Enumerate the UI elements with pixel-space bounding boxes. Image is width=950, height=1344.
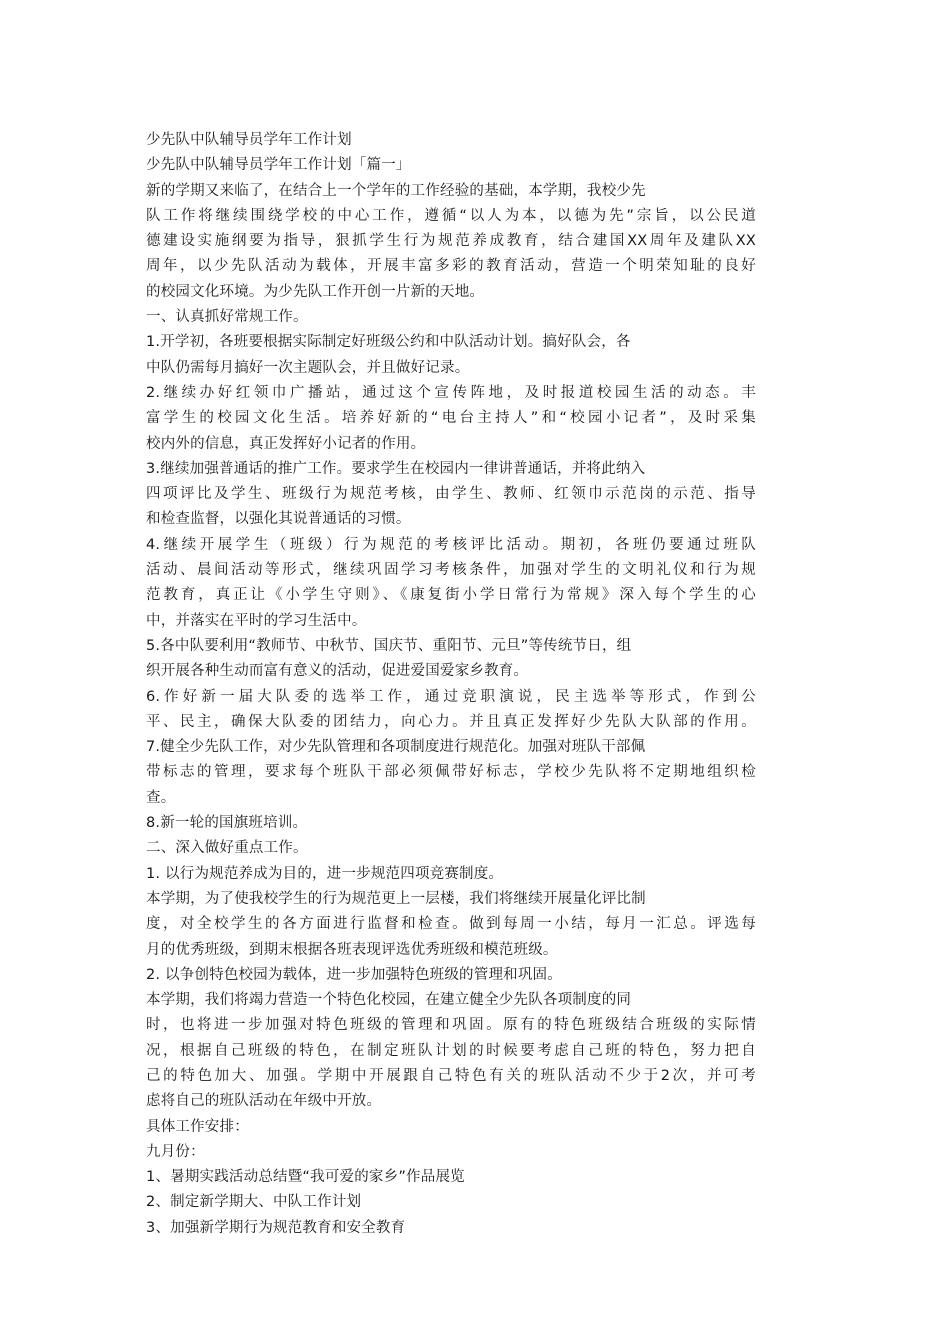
paragraph-line: 2.继续办好红领巾广播站，通过这个宣传阵地，及时报道校园生活的动态。丰 [146, 384, 756, 401]
paragraph-line: 7.健全少先队工作，对少先队管理和各项制度进行规范化。加强对班队干部佩 [146, 739, 646, 756]
paragraph-line: 查。 [146, 789, 176, 806]
paragraph-line: 5.各中队要利用“教师节、中秋节、国庆节、重阳节、元旦”等传统节日，组 [146, 637, 632, 654]
paragraph-line: 和检查监督，以强化其说普通话的习惯。 [146, 511, 411, 528]
paragraph-line: 具体工作安排： [146, 1118, 249, 1135]
document-title: 少先队中队辅导员学年工作计划 [146, 132, 352, 148]
paragraph-line: 3、加强新学期行为规范教育和安全教育 [146, 1219, 406, 1236]
section-heading: 一、认真抓好常规工作。 [146, 309, 308, 326]
document-body [146, 128, 756, 1241]
paragraph-line: 的校园文化环境。为少先队工作开创一片新的天地。 [146, 283, 485, 300]
paragraph-line: 6.作好新一届大队委的选举工作，通过竞职演说，民主选举等形式，作到公 [146, 688, 756, 705]
paragraph-line: 虑将自己的班队活动在年级中开放。 [146, 1093, 382, 1110]
paragraph-line: 新的学期又来临了，在结合上一个学年的工作经验的基础，本学期，我校少先 [146, 182, 646, 199]
paragraph-line: 平、民主，确保大队委的团结力，向心力。并且真正发挥好少先队大队部的作用。 [146, 713, 756, 730]
paragraph-line: 己的特色加大、加强。学期中开展跟自己特色有关的班队活动不少于2次，并可考 [146, 1067, 756, 1084]
paragraph-line: 2、制定新学期大、中队工作计划 [146, 1194, 362, 1211]
paragraph-line: 中队仍需每月搞好一次主题队会，并且做好记录。 [146, 359, 470, 376]
paragraph-line: 范教育，真正让《小学生守则》、《康复街小学日常行为常规》深入每个学生的心 [146, 587, 756, 604]
document-subtitle: 少先队中队辅导员学年工作计划「篇一」 [146, 157, 411, 174]
paragraph-line: 四项评比及学生、班级行为规范考核，由学生、教师、红领巾示范岗的示范、指导 [146, 486, 756, 503]
paragraph-line: 月的优秀班级，到期末根据各班表现评选优秀班级和模范班级。 [146, 941, 558, 958]
paragraph-line: 队工作将继续围绕学校的中心工作，遵循“以人为本，以德为先”宗旨，以公民道 [146, 207, 756, 224]
paragraph-line: 2. 以争创特色校园为载体，进一步加强特色班级的管理和巩固。 [146, 966, 562, 983]
paragraph-line: 本学期，为了使我校学生的行为规范更上一层楼，我们将继续开展量化评比制 [146, 890, 646, 907]
paragraph-line: 度，对全校学生的各方面进行监督和检查。做到每周一小结，每月一汇总。评选每 [146, 916, 756, 933]
paragraph-line: 8.新一轮的国旗班培训。 [146, 815, 308, 832]
paragraph-line: 周年，以少先队活动为载体，开展丰富多彩的教育活动，营造一个明荣知耻的良好 [146, 258, 756, 275]
paragraph-line: 织开展各种生动而富有意义的活动，促进爱国爱家乡教育。 [146, 663, 529, 680]
paragraph-line: 九月份： [146, 1143, 205, 1160]
section-heading: 二、深入做好重点工作。 [146, 840, 308, 857]
paragraph-line: 1. 以行为规范养成为目的，进一步规范四项竞赛制度。 [146, 865, 504, 882]
paragraph-line: 富学生的校园文化生活。培养好新的“电台主持人”和“校园小记者”，及时采集 [146, 410, 756, 427]
paragraph-line: 3.继续加强普通话的推广工作。要求学生在校园内一律讲普通话，并将此纳入 [146, 460, 646, 477]
paragraph-line: 校内外的信息，真正发挥好小记者的作用。 [146, 435, 426, 452]
paragraph-line: 4.继续开展学生（班级）行为规范的考核评比活动。期初，各班仍要通过班队 [146, 536, 756, 553]
paragraph-line: 1.开学初，各班要根据实际制定好班级公约和中队活动计划。搞好队会，各 [146, 334, 631, 351]
paragraph-line: 时，也将进一步加强对特色班级的管理和巩固。原有的特色班级结合班级的实际情 [146, 1017, 756, 1034]
paragraph-line: 况，根据自己班级的特色，在制定班队计划的时候要考虑自己班的特色，努力把自 [146, 1042, 756, 1059]
paragraph-line: 本学期，我们将竭力营造一个特色化校园，在建立健全少先队各项制度的同 [146, 992, 632, 1009]
paragraph-line: 中，并落实在平时的学习生活中。 [146, 612, 367, 629]
paragraph-line: 带标志的管理，要求每个班队干部必须佩带好标志，学校少先队将不定期地组织检 [146, 764, 756, 781]
paragraph-line: 活动、晨间活动等形式，继续巩固学习考核条件，加强对学生的文明礼仪和行为规 [146, 562, 756, 579]
paragraph-line: 1、暑期实践活动总结暨“我可爱的家乡”作品展览 [146, 1169, 465, 1186]
paragraph-line: 德建设实施纲要为指导，狠抓学生行为规范养成教育，结合建国XX周年及建队XX [146, 233, 756, 250]
